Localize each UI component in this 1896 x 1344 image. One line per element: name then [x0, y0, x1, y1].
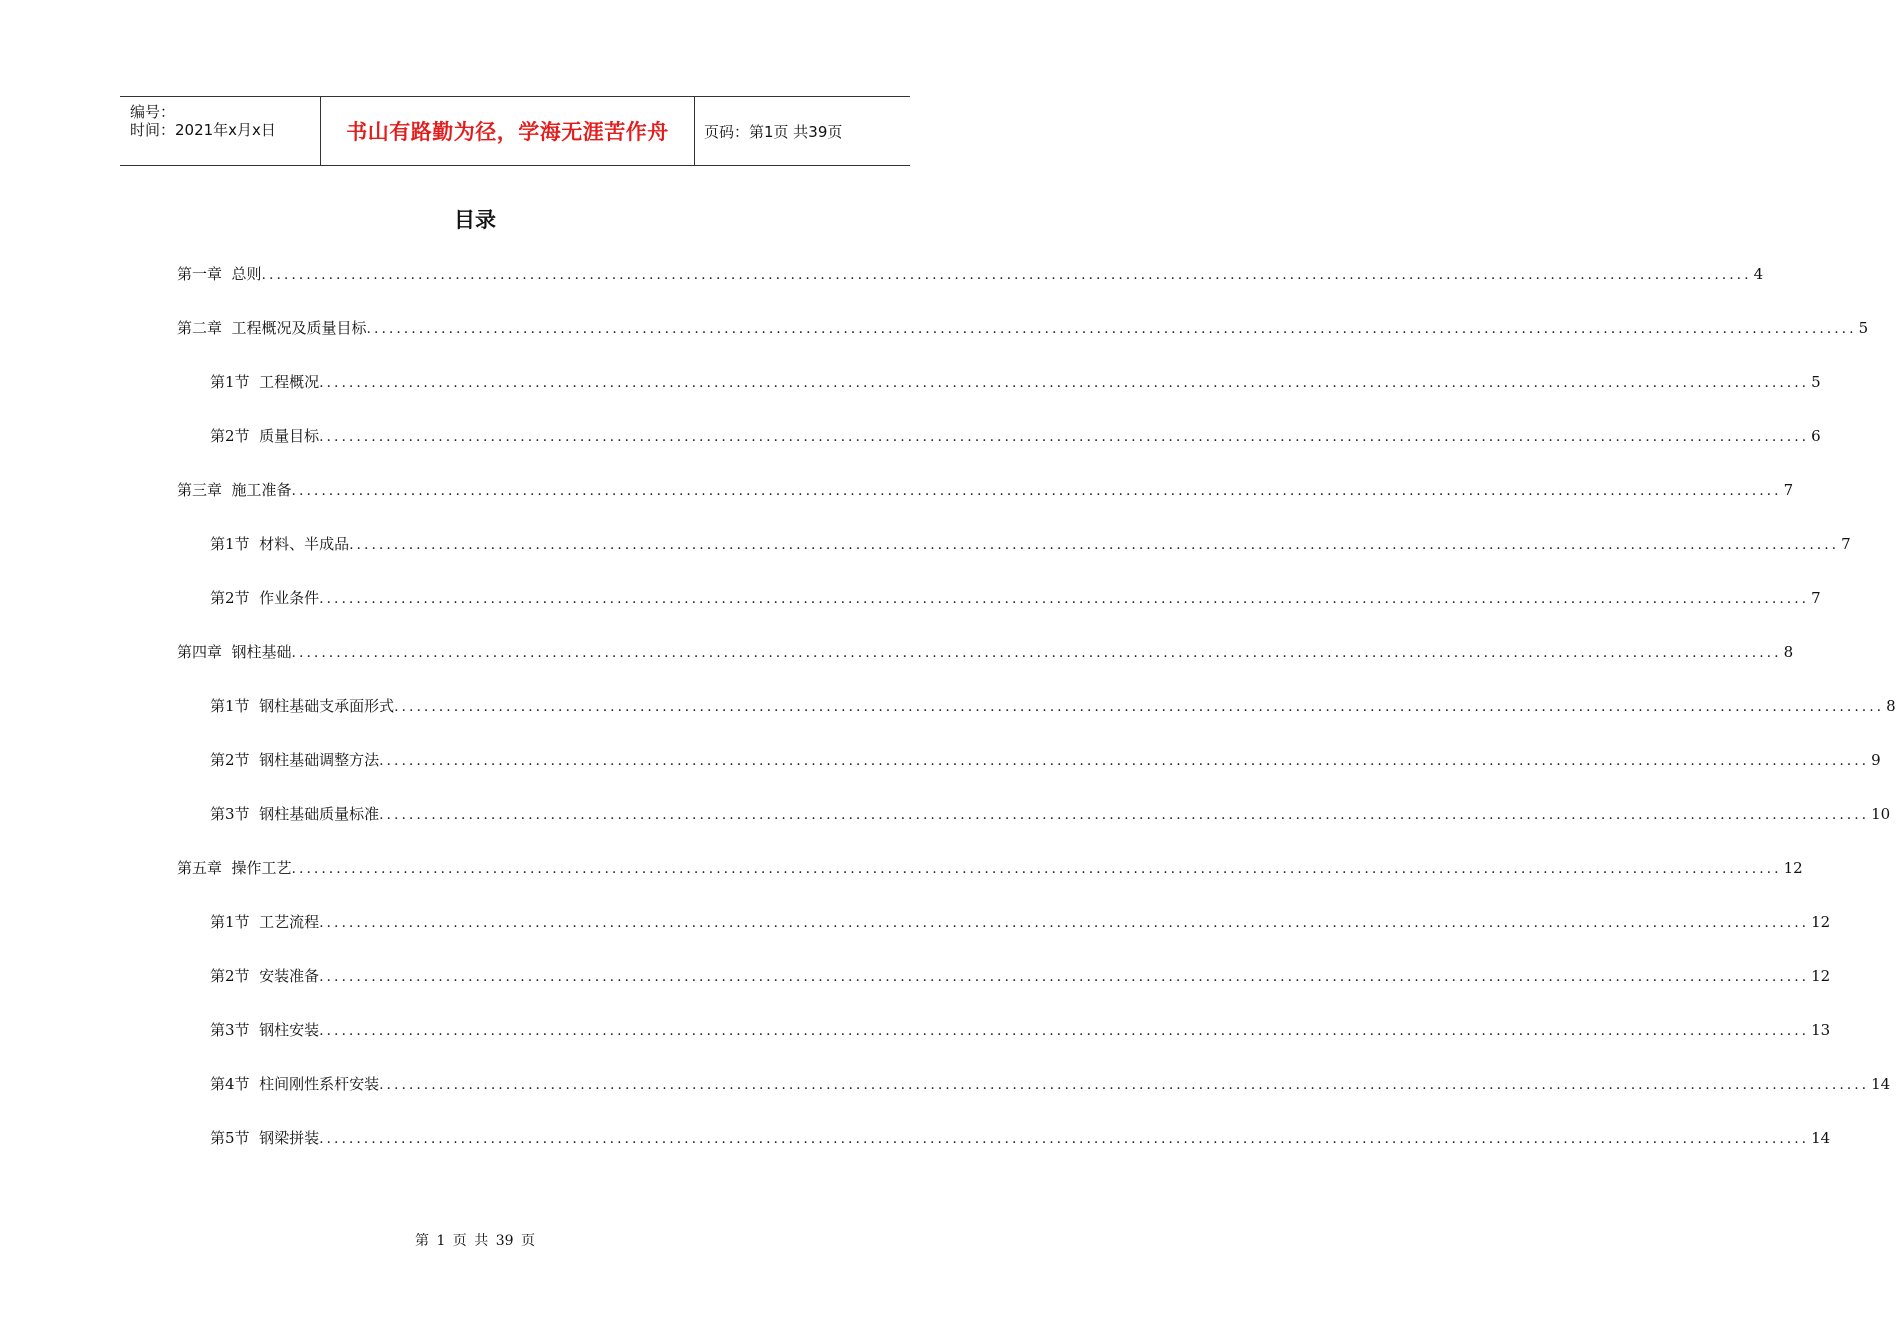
toc-entry[interactable] — [210, 532, 1851, 556]
header-motto-cell — [321, 97, 695, 165]
header-page-info: 页码：第1页 共39页 — [704, 122, 843, 141]
toc-entry-page-number: 14 — [1811, 1129, 1831, 1147]
toc-entry[interactable] — [210, 694, 1896, 718]
toc-entry[interactable] — [210, 370, 1821, 394]
toc-entry-page-number: 8 — [1886, 697, 1896, 715]
toc-dot-leader: ........................................................................................................................................................................................................ — [291, 861, 1782, 877]
toc-entry-label: 第3节 钢柱基础质量标准 — [210, 805, 380, 823]
toc-entry[interactable] — [177, 856, 1803, 880]
toc-dot-leader: ........................................................................................................................................................................................................ — [319, 1131, 1810, 1147]
toc-entry-page-number: 7 — [1783, 481, 1794, 499]
toc-dot-leader: ........................................................................................................................................................................................................ — [379, 1077, 1870, 1093]
toc-dot-leader: ........................................................................................................................................................................................................ — [319, 429, 1810, 445]
toc-entry-page-number: 5 — [1858, 319, 1869, 337]
header-meta-cell — [120, 97, 321, 165]
toc-entry-page-number: 7 — [1811, 589, 1821, 607]
toc-dot-leader: ........................................................................................................................................................................................................ — [349, 537, 1840, 553]
toc-entry[interactable] — [210, 910, 1831, 934]
toc-dot-leader: ........................................................................................................................................................................................................ — [261, 267, 1752, 283]
toc-entry-label: 第五章 操作工艺 — [177, 859, 292, 877]
toc-entry-page-number: 12 — [1783, 859, 1803, 877]
toc-entry[interactable] — [210, 586, 1821, 610]
toc-entry[interactable] — [210, 424, 1821, 448]
toc-entry-label: 第3节 钢柱安装 — [210, 1021, 320, 1039]
header-page-cell — [695, 97, 910, 165]
toc-dot-leader: ........................................................................................................................................................................................................ — [291, 645, 1782, 661]
toc-entry-page-number: 12 — [1811, 967, 1831, 985]
toc-entry[interactable] — [210, 802, 1891, 826]
toc-entry[interactable] — [177, 478, 1794, 502]
toc-entry-label: 第1节 材料、半成品 — [210, 535, 350, 553]
toc-entry-label: 第2节 安装准备 — [210, 967, 320, 985]
toc-entry[interactable] — [210, 964, 1831, 988]
page-footer: 第 1 页 共 39 页 — [415, 1233, 535, 1249]
toc-entry-label: 第1节 工程概况 — [210, 373, 320, 391]
toc-entry-label: 第2节 质量目标 — [210, 427, 320, 445]
toc-dot-leader: ........................................................................................................................................................................................................ — [379, 807, 1870, 823]
toc-dot-leader: ........................................................................................................................................................................................................ — [319, 1023, 1810, 1039]
toc-entry-label: 第2节 钢柱基础调整方法 — [210, 751, 380, 769]
toc-dot-leader: ........................................................................................................................................................................................................ — [379, 753, 1870, 769]
header-motto: 书山有路勤为径，学海无涯苦作舟 — [346, 120, 669, 144]
toc-entry[interactable] — [210, 1126, 1831, 1150]
document-number-label: 编号： — [130, 103, 176, 121]
toc-dot-leader: ........................................................................................................................................................................................................ — [366, 321, 1857, 337]
toc-entry-page-number: 6 — [1811, 427, 1821, 445]
toc-title: 目录 — [454, 208, 496, 232]
toc-dot-leader: ........................................................................................................................................................................................................ — [319, 969, 1810, 985]
toc-dot-leader: ........................................................................................................................................................................................................ — [394, 699, 1885, 715]
document-header — [120, 96, 910, 166]
toc-entry-page-number: 9 — [1871, 751, 1881, 769]
toc-entry-page-number: 13 — [1811, 1021, 1831, 1039]
toc-entry-label: 第5节 钢梁拼装 — [210, 1129, 320, 1147]
toc-dot-leader: ........................................................................................................................................................................................................ — [319, 591, 1810, 607]
toc-dot-leader: ........................................................................................................................................................................................................ — [319, 375, 1810, 391]
toc-entry[interactable] — [177, 640, 1794, 664]
toc-entry-label: 第一章 总则 — [177, 265, 262, 283]
toc-entry[interactable] — [210, 1072, 1891, 1096]
toc-dot-leader: ........................................................................................................................................................................................................ — [319, 915, 1810, 931]
toc-dot-leader: ........................................................................................................................................................................................................ — [291, 483, 1782, 499]
toc-entry-page-number: 10 — [1871, 805, 1891, 823]
toc-entry[interactable] — [210, 1018, 1831, 1042]
document-time-label: 时间：2021年x月x日 — [130, 121, 276, 139]
toc-entry-page-number: 4 — [1753, 265, 1764, 283]
toc-entry-label: 第4节 柱间刚性系杆安装 — [210, 1075, 380, 1093]
toc-entry[interactable] — [177, 316, 1869, 340]
toc-entry[interactable] — [210, 748, 1881, 772]
toc-entry-page-number: 5 — [1811, 373, 1821, 391]
toc-entry-label: 第四章 钢柱基础 — [177, 643, 292, 661]
toc-entry-page-number: 7 — [1841, 535, 1851, 553]
toc-entry-page-number: 14 — [1871, 1075, 1891, 1093]
toc-entry[interactable] — [177, 262, 1764, 286]
toc-entry-label: 第三章 施工准备 — [177, 481, 292, 499]
toc-entry-label: 第1节 钢柱基础支承面形式 — [210, 697, 395, 715]
toc-entry-page-number: 8 — [1783, 643, 1794, 661]
toc-entry-page-number: 12 — [1811, 913, 1831, 931]
toc-entry-label: 第二章 工程概况及质量目标 — [177, 319, 367, 337]
toc-entry-label: 第2节 作业条件 — [210, 589, 320, 607]
toc-entry-label: 第1节 工艺流程 — [210, 913, 320, 931]
